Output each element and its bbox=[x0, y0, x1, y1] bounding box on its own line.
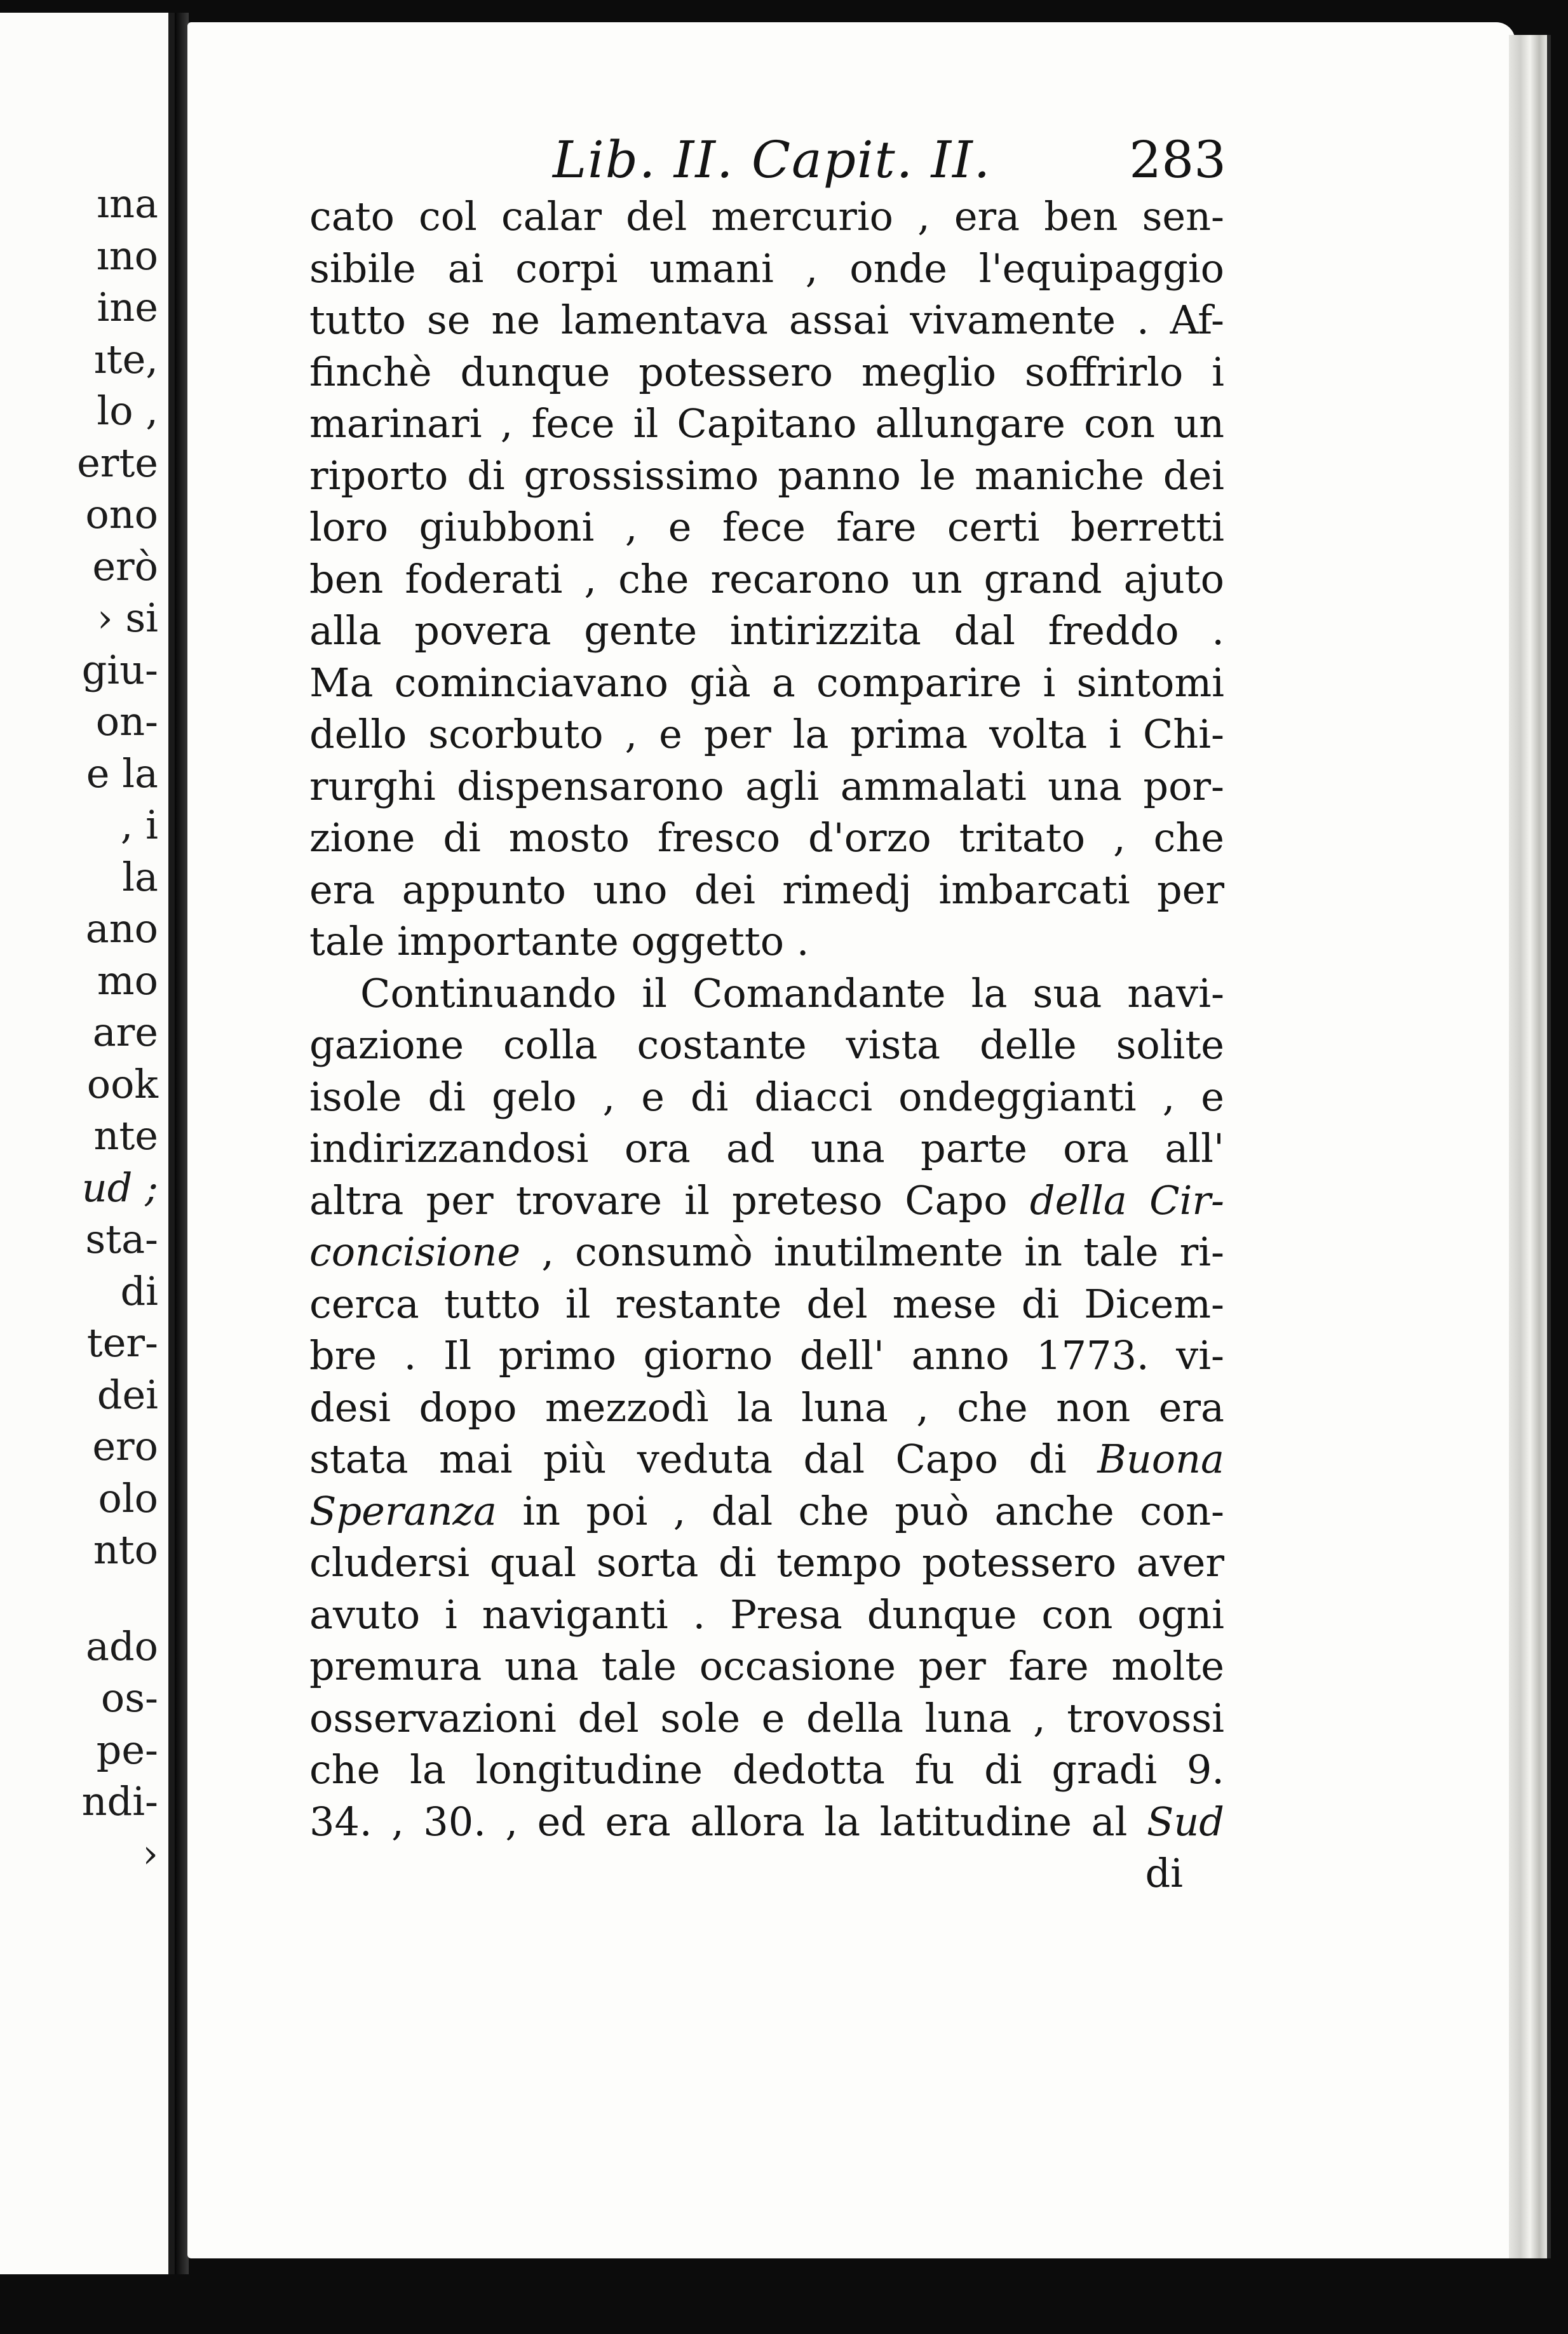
left-page-line-fragment: mo bbox=[97, 957, 158, 1004]
text-line: gazione colla costante vista delle solite bbox=[309, 1022, 1224, 1068]
text-line: ben foderati , che recarono un grand ajuto bbox=[309, 555, 1224, 602]
body-text bbox=[309, 191, 1224, 1899]
left-page-line-fragment: ook bbox=[86, 1060, 158, 1107]
left-page-line-fragment: ano bbox=[85, 905, 158, 952]
left-page-line-fragment: ter- bbox=[86, 1319, 158, 1366]
text-line: rurghi dispensarono agli ammalati una por- bbox=[309, 762, 1224, 809]
text-line: alla povera gente intirizzita dal freddo . bbox=[309, 607, 1224, 654]
italic-text: Buona bbox=[1097, 1436, 1224, 1482]
left-page-line-fragment: lo , bbox=[97, 388, 158, 434]
text-line: riporto di grossissimo panno le maniche dei bbox=[309, 452, 1224, 499]
italic-text: della Cir- bbox=[1029, 1177, 1224, 1224]
text-line bbox=[309, 1175, 1224, 1227]
left-page-line-fragment: ına bbox=[97, 180, 158, 227]
left-page-line-fragment: nte bbox=[93, 1112, 158, 1159]
left-page-line-fragment: sta- bbox=[85, 1216, 158, 1262]
left-page-line-fragment: ndi- bbox=[81, 1778, 158, 1825]
text-line: che la longitudine dedotta fu di gradi 9. bbox=[309, 1746, 1224, 1793]
text-line: bre . Il primo giorno dell' anno 1773. vi- bbox=[309, 1332, 1224, 1379]
left-page-line-fragment: ıno bbox=[96, 232, 158, 279]
text-span: 34. , 30. , ed era allora la latitudine al bbox=[309, 1798, 1147, 1845]
left-page-line-fragment: la bbox=[122, 853, 158, 900]
left-page-line-fragment: olo bbox=[98, 1474, 158, 1521]
left-page-line-fragment: ud ; bbox=[81, 1164, 158, 1211]
text-line: marinari , fece il Capitano allungare con un bbox=[309, 400, 1224, 447]
left-page-line-fragment: ado bbox=[86, 1622, 158, 1670]
italic-text: concisione bbox=[309, 1229, 521, 1275]
running-head: Lib. II. Capit. II. bbox=[553, 130, 992, 189]
italic-text: Speranza bbox=[309, 1487, 497, 1534]
left-page-text bbox=[0, 178, 162, 1879]
text-span: stata mai più veduta dal Capo di bbox=[309, 1436, 1098, 1482]
paragraph-2 bbox=[309, 968, 1224, 1848]
text-line: indirizzandosi ora ad una parte ora all' bbox=[309, 1125, 1224, 1171]
left-page-line-fragment: ero bbox=[92, 1423, 158, 1469]
left-page-line-fragment: erte bbox=[77, 439, 158, 486]
book-gutter bbox=[175, 13, 189, 2274]
left-page-line-fragment: pe- bbox=[96, 1726, 158, 1773]
left-page-line-fragment: dei bbox=[97, 1371, 158, 1418]
page-number: 283 bbox=[1129, 130, 1226, 189]
text-line: tale importante oggetto . bbox=[309, 918, 809, 964]
left-page-line-fragment: › bbox=[142, 1830, 158, 1877]
italic-text: Sud bbox=[1146, 1798, 1224, 1845]
text-line: avuto i naviganti . Presa dunque con ogni bbox=[309, 1591, 1224, 1638]
text-line: era appunto uno dei rimedj imbarcati per bbox=[309, 866, 1224, 913]
left-page-line-fragment: giu- bbox=[81, 646, 158, 693]
catchword: di bbox=[1145, 1850, 1183, 1896]
text-line: dello scorbuto , e per la prima volta i Chi- bbox=[309, 711, 1224, 757]
left-page-line-fragment: on- bbox=[95, 698, 158, 745]
left-facing-page bbox=[0, 13, 175, 2274]
text-line: cerca tutto il restante del mese di Dicem- bbox=[309, 1280, 1224, 1327]
left-page-line-fragment: › si bbox=[97, 595, 158, 641]
page-header bbox=[553, 130, 1226, 200]
text-span: in poi , dal che può anche con- bbox=[497, 1487, 1224, 1534]
left-page-line-fragment: erò bbox=[92, 543, 158, 590]
text-line: osservazioni del sole e della luna , trovossi bbox=[309, 1694, 1224, 1741]
text-line: isole di gelo , e di diacci ondeggianti , e bbox=[309, 1073, 1224, 1120]
text-line bbox=[309, 1796, 1224, 1848]
text-line bbox=[309, 1485, 1224, 1537]
text-line: zione di mosto fresco d'orzo tritato , che bbox=[309, 814, 1224, 861]
text-span: altra per trovare il preteso Capo bbox=[309, 1177, 1030, 1224]
paragraph-1 bbox=[309, 191, 1224, 968]
text-line: cludersi qual sorta di tempo potessero aver bbox=[309, 1539, 1224, 1586]
left-page-line-fragment: e la bbox=[86, 750, 158, 797]
left-page-line-fragment: are bbox=[92, 1009, 158, 1055]
left-page-line-fragment: ıte, bbox=[93, 335, 158, 382]
text-line bbox=[309, 1226, 1224, 1278]
page-edge bbox=[1509, 35, 1551, 2258]
left-page-line-fragment: nto bbox=[93, 1527, 158, 1573]
left-page-line-fragment: ine bbox=[97, 284, 158, 330]
text-line: cato col calar del mercurio , era ben sen- bbox=[309, 193, 1224, 239]
left-page-line-fragment: os- bbox=[100, 1675, 158, 1721]
text-line: finchè dunque potessero meglio soffrirlo i bbox=[309, 348, 1224, 395]
left-page-line-fragment: ono bbox=[85, 491, 158, 537]
text-span: , consumò inutilmente in tale ri- bbox=[520, 1229, 1224, 1275]
text-line: sibile ai corpi umani , onde l'equipaggio bbox=[309, 245, 1224, 292]
text-line: premura una tale occasione per fare molte bbox=[309, 1643, 1224, 1689]
text-line bbox=[309, 1433, 1224, 1485]
text-line: desi dopo mezzodì la luna , che non era bbox=[309, 1384, 1224, 1431]
text-line: loro giubboni , e fece fare certi berretti bbox=[309, 504, 1224, 550]
text-line: tutto se ne lamentava assai vivamente . Af- bbox=[309, 297, 1224, 343]
left-page-line-fragment: , i bbox=[120, 802, 158, 848]
text-line: Ma cominciavano già a comparire i sintomi bbox=[309, 659, 1224, 706]
left-page-line-fragment: di bbox=[120, 1267, 158, 1314]
text-line: Continuando il Comandante la sua navi- bbox=[360, 969, 1224, 1016]
